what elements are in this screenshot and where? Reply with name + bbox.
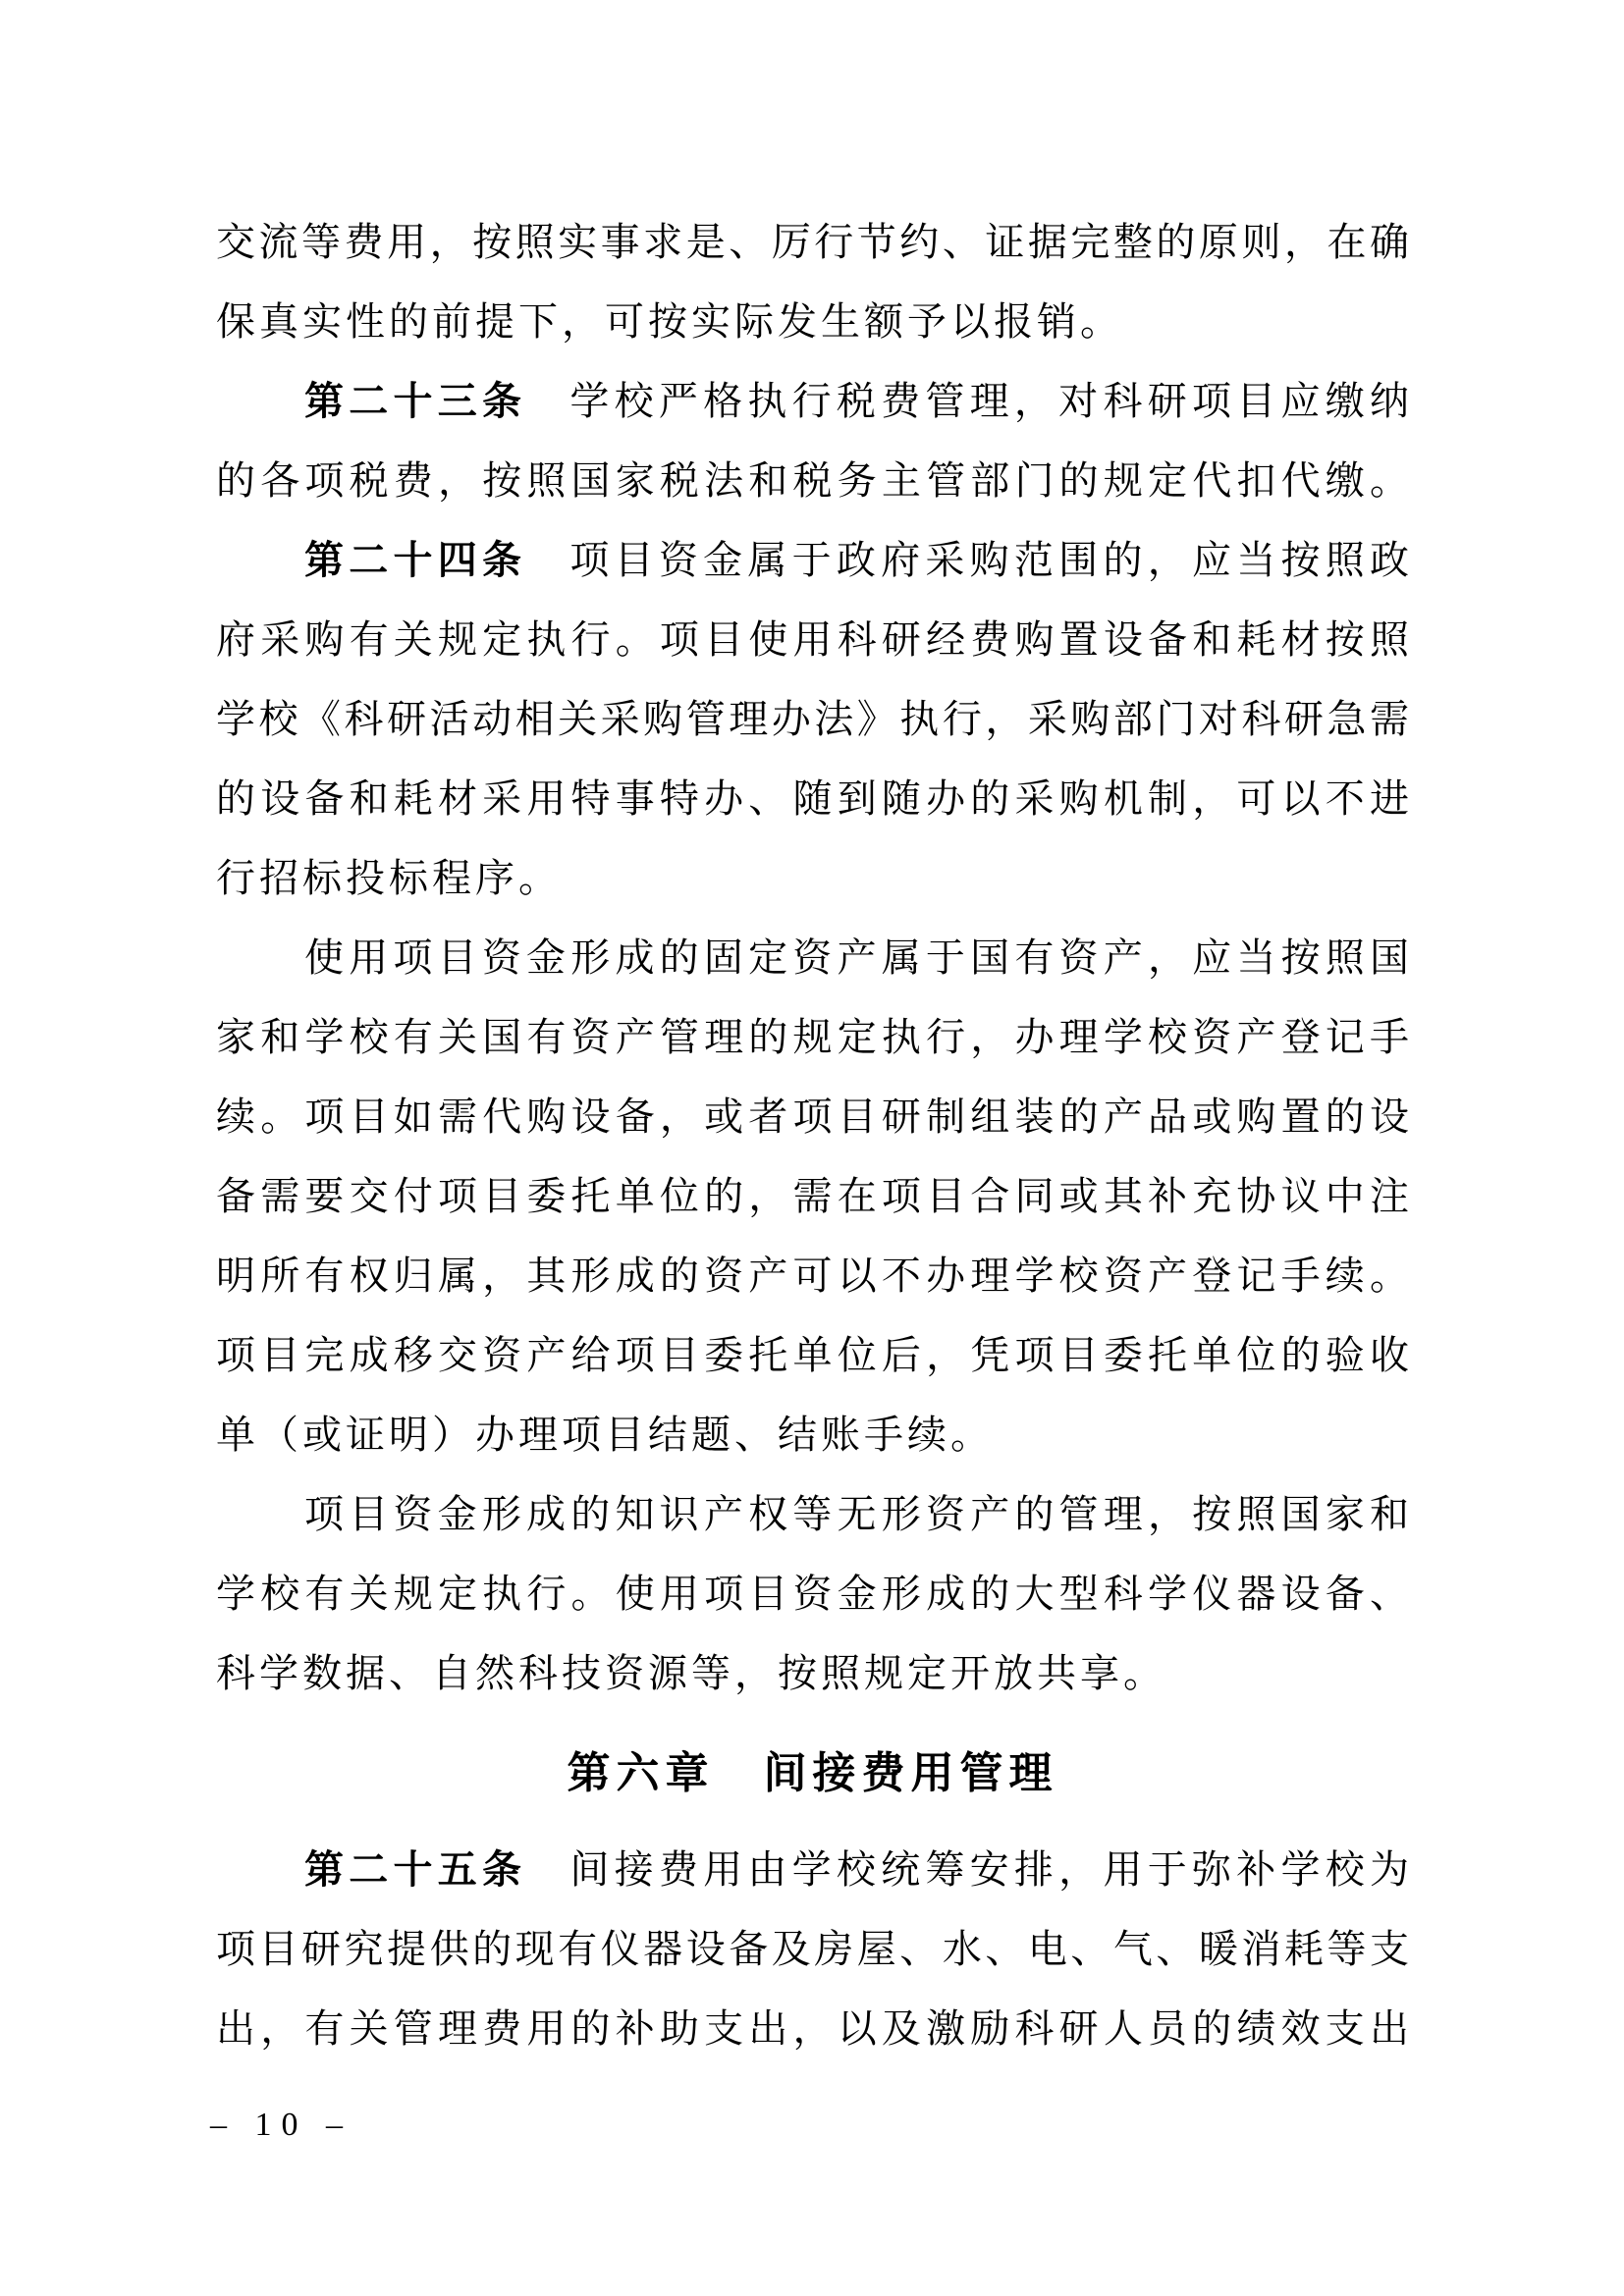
body-line xyxy=(216,361,1409,441)
line-text: 学校《科研活动相关采购管理办法》执行，采购部门对科研急需 xyxy=(216,697,1409,741)
line-text: 家和学校有关国有资产管理的规定执行，办理学校资产登记手 xyxy=(216,1015,1409,1059)
line-text: 科学数据、自然科技资源等，按照规定开放共享。 xyxy=(216,1651,1166,1695)
line-text: 保真实性的前提下，可按实际发生额予以报销。 xyxy=(216,299,1123,344)
body-line xyxy=(216,997,1409,1077)
body-line xyxy=(216,679,1409,759)
line-text: 府采购有关规定执行。项目使用科研经费购置设备和耗材按照 xyxy=(216,617,1409,662)
chapter-heading: 第六章 间接费用管理 xyxy=(567,1749,1058,1797)
body-line xyxy=(216,1474,1409,1554)
body-line xyxy=(216,1989,1409,2068)
line-text: 项目研究提供的现有仪器设备及房屋、水、电、气、暖消耗等支 xyxy=(216,1927,1409,1971)
line-text: 出，有关管理费用的补助支出，以及激励科研人员的绩效支出 xyxy=(216,2006,1409,2051)
line-text: 单（或证明）办理项目结题、结账手续。 xyxy=(216,1413,994,1457)
body-line xyxy=(216,1236,1409,1315)
body-line xyxy=(216,1909,1409,1989)
body-line xyxy=(216,1554,1409,1633)
body-line xyxy=(216,838,1409,918)
line-text: 间接费用由学校统筹安排，用于弥补学校为 xyxy=(569,1847,1410,1892)
line-text: 项目完成移交资产给项目委托单位后，凭项目委托单位的验收 xyxy=(216,1333,1409,1377)
line-text: 明所有权归属，其形成的资产可以不办理学校资产登记手续。 xyxy=(216,1254,1409,1298)
page-body xyxy=(216,202,1409,2068)
line-text: 备需要交付项目委托单位的，需在项目合同或其补充协议中注 xyxy=(216,1174,1409,1218)
line-text: 行招标投标程序。 xyxy=(216,856,562,900)
line-text: 项目资金属于政府采购范围的，应当按照政 xyxy=(569,538,1410,582)
body-line xyxy=(216,202,1409,282)
page-number: – 10 – xyxy=(210,2107,352,2143)
article-number-label: 第二十五条 xyxy=(304,1847,527,1892)
body-line xyxy=(216,759,1409,838)
body-line xyxy=(216,520,1409,600)
body-line xyxy=(216,1395,1409,1474)
body-line xyxy=(216,1156,1409,1236)
article-number-label: 第二十三条 xyxy=(304,379,527,423)
line-text: 学校有关规定执行。使用项目资金形成的大型科学仪器设备、 xyxy=(216,1572,1409,1616)
body-line xyxy=(216,441,1409,520)
body-line xyxy=(216,918,1409,997)
line-text: 的设备和耗材采用特事特办、随到随办的采购机制，可以不进 xyxy=(216,776,1409,821)
article-number-label: 第二十四条 xyxy=(304,538,527,582)
line-text: 交流等费用，按照实事求是、厉行节约、证据完整的原则，在确 xyxy=(216,220,1409,264)
line-text: 项目资金形成的知识产权等无形资产的管理，按照国家和 xyxy=(304,1492,1409,1536)
line-text: 的各项税费，按照国家税法和税务主管部门的规定代扣代缴。 xyxy=(216,458,1409,503)
line-text: 使用项目资金形成的固定资产属于国有资产，应当按照国 xyxy=(304,935,1409,980)
body-line xyxy=(216,1315,1409,1395)
body-line xyxy=(216,600,1409,679)
body-line xyxy=(216,1830,1409,1909)
body-line xyxy=(216,282,1409,361)
line-text: 学校严格执行税费管理，对科研项目应缴纳 xyxy=(569,379,1410,423)
body-line xyxy=(216,1633,1409,1713)
body-line xyxy=(216,1077,1409,1156)
line-text: 续。项目如需代购设备，或者项目研制组装的产品或购置的设 xyxy=(216,1095,1409,1139)
